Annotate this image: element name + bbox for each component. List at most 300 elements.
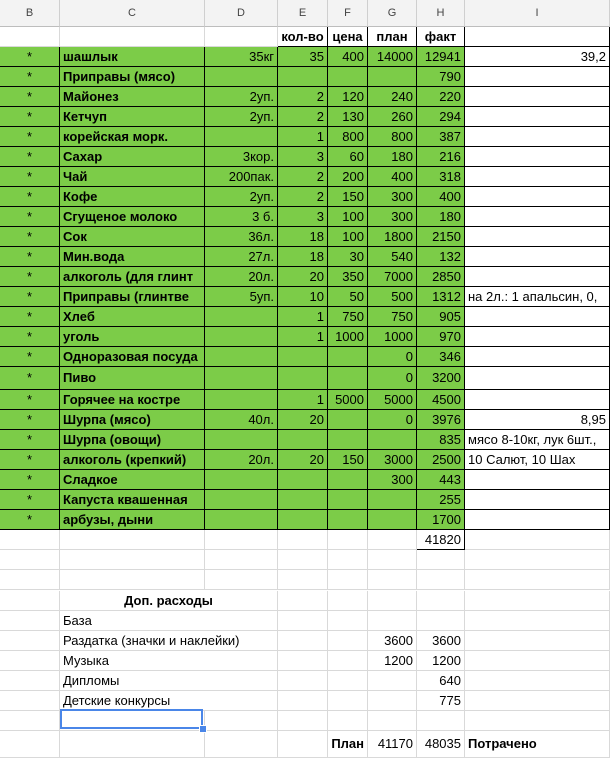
cell[interactable]: [60, 27, 205, 47]
column-header-row: [0, 0, 610, 27]
item-unit[interactable]: [205, 490, 278, 510]
cell[interactable]: [368, 550, 417, 570]
cell[interactable]: [368, 711, 417, 731]
row-marker[interactable]: *: [0, 167, 60, 187]
cell[interactable]: [205, 550, 278, 570]
item-price[interactable]: 50: [328, 287, 368, 307]
item-name[interactable]: Майонез: [60, 87, 205, 107]
item-note[interactable]: 8,95: [465, 410, 610, 430]
cell[interactable]: [0, 591, 60, 611]
item-price[interactable]: 800: [328, 127, 368, 147]
item-unit[interactable]: [205, 67, 278, 87]
row-marker[interactable]: *: [0, 247, 60, 267]
item-price[interactable]: [328, 367, 368, 390]
fact-total[interactable]: 48035: [417, 731, 465, 758]
item-plan[interactable]: 300: [368, 470, 417, 490]
item-fact[interactable]: 1312: [417, 287, 465, 307]
cell[interactable]: [328, 711, 368, 731]
cell[interactable]: [278, 691, 328, 711]
item-fact[interactable]: 2500: [417, 450, 465, 470]
item-note[interactable]: [465, 490, 610, 510]
item-unit[interactable]: [205, 470, 278, 490]
item-qty[interactable]: 20: [278, 450, 328, 470]
column-header-f[interactable]: F: [328, 0, 368, 27]
extras-item-fact[interactable]: 640: [417, 671, 465, 691]
item-qty[interactable]: 2: [278, 187, 328, 207]
cell[interactable]: [278, 631, 328, 651]
row-marker[interactable]: *: [0, 510, 60, 530]
cell[interactable]: [0, 27, 60, 47]
item-name[interactable]: алкоголь (для глинт: [60, 267, 205, 287]
item-fact[interactable]: 443: [417, 470, 465, 490]
item-qty[interactable]: 2: [278, 107, 328, 127]
extras-item-name[interactable]: Дипломы: [60, 671, 278, 691]
row-marker[interactable]: *: [0, 287, 60, 307]
item-fact[interactable]: 255: [417, 490, 465, 510]
item-price[interactable]: 5000: [328, 390, 368, 410]
item-qty[interactable]: [278, 367, 328, 390]
item-fact[interactable]: 346: [417, 347, 465, 367]
item-unit[interactable]: 20л.: [205, 267, 278, 287]
header-price[interactable]: цена: [328, 27, 368, 47]
item-price[interactable]: 200: [328, 167, 368, 187]
item-plan[interactable]: 1800: [368, 227, 417, 247]
item-plan[interactable]: 0: [368, 347, 417, 367]
item-note[interactable]: [465, 227, 610, 247]
row-marker[interactable]: *: [0, 490, 60, 510]
cell[interactable]: [417, 711, 465, 731]
row-marker[interactable]: *: [0, 430, 60, 450]
item-name[interactable]: Капуста квашенная: [60, 490, 205, 510]
item-fact[interactable]: 180: [417, 207, 465, 227]
item-name[interactable]: Горячее на костре: [60, 390, 205, 410]
item-plan[interactable]: 0: [368, 367, 417, 390]
item-note[interactable]: на 2л.: 1 апальсин, 0,: [465, 287, 610, 307]
row-marker[interactable]: *: [0, 390, 60, 410]
cell[interactable]: [368, 530, 417, 550]
item-name[interactable]: Хлеб: [60, 307, 205, 327]
item-name[interactable]: Сладкое: [60, 470, 205, 490]
column-header-i[interactable]: I: [465, 0, 610, 27]
item-fact[interactable]: 318: [417, 167, 465, 187]
column-header-d[interactable]: D: [205, 0, 278, 27]
item-unit[interactable]: 40л.: [205, 410, 278, 430]
item-fact[interactable]: 905: [417, 307, 465, 327]
item-unit[interactable]: 35кг: [205, 47, 278, 67]
cell[interactable]: [368, 591, 417, 611]
cell[interactable]: [328, 631, 368, 651]
item-note[interactable]: [465, 470, 610, 490]
cell[interactable]: [205, 570, 278, 590]
header-fact[interactable]: факт: [417, 27, 465, 47]
item-name[interactable]: арбузы, дыни: [60, 510, 205, 530]
extras-item-name[interactable]: Музыка: [60, 651, 278, 671]
item-price[interactable]: 60: [328, 147, 368, 167]
cell[interactable]: [465, 530, 610, 550]
extras-item-fact[interactable]: 3600: [417, 631, 465, 651]
extras-item-name[interactable]: Раздатка (значки и наклейки): [60, 631, 278, 651]
cell[interactable]: [205, 530, 278, 550]
item-price[interactable]: 150: [328, 450, 368, 470]
item-note[interactable]: [465, 167, 610, 187]
item-qty[interactable]: [278, 430, 328, 450]
item-unit[interactable]: [205, 327, 278, 347]
item-price[interactable]: 100: [328, 227, 368, 247]
item-note[interactable]: [465, 207, 610, 227]
item-unit[interactable]: [205, 430, 278, 450]
item-plan[interactable]: 300: [368, 207, 417, 227]
cell[interactable]: [328, 550, 368, 570]
item-plan[interactable]: 800: [368, 127, 417, 147]
cell[interactable]: [278, 711, 328, 731]
item-fact[interactable]: 216: [417, 147, 465, 167]
item-unit[interactable]: 5уп.: [205, 287, 278, 307]
table-row: [0, 510, 610, 530]
item-qty[interactable]: 2: [278, 87, 328, 107]
item-name[interactable]: уголь: [60, 327, 205, 347]
cell[interactable]: [278, 731, 328, 758]
cell[interactable]: [465, 570, 610, 590]
item-qty[interactable]: 3: [278, 207, 328, 227]
cell[interactable]: [278, 651, 328, 671]
item-name[interactable]: Приправы (глинтве: [60, 287, 205, 307]
cell[interactable]: [0, 731, 60, 758]
item-plan[interactable]: 500: [368, 287, 417, 307]
item-name[interactable]: Шурпа (мясо): [60, 410, 205, 430]
cell[interactable]: [205, 711, 278, 731]
row-marker[interactable]: *: [0, 470, 60, 490]
row-marker[interactable]: *: [0, 87, 60, 107]
column-header-c[interactable]: C: [60, 0, 205, 27]
cell[interactable]: [60, 550, 205, 570]
item-name[interactable]: Кофе: [60, 187, 205, 207]
item-plan[interactable]: [368, 510, 417, 530]
item-note[interactable]: [465, 390, 610, 410]
column-header-e[interactable]: E: [278, 0, 328, 27]
cell[interactable]: [328, 611, 368, 631]
item-note[interactable]: [465, 247, 610, 267]
item-qty[interactable]: 10: [278, 287, 328, 307]
item-name[interactable]: Пиво: [60, 367, 205, 390]
cell[interactable]: [60, 731, 205, 758]
item-plan[interactable]: 400: [368, 167, 417, 187]
column-header-b[interactable]: B: [0, 0, 60, 27]
plan-label[interactable]: План: [328, 731, 368, 758]
item-fact[interactable]: 220: [417, 87, 465, 107]
item-unit[interactable]: [205, 127, 278, 147]
item-qty[interactable]: 35: [278, 47, 328, 67]
table-row: [0, 327, 610, 347]
extras-row: [0, 651, 610, 671]
header-plan[interactable]: план: [368, 27, 417, 47]
item-name[interactable]: корейская морк.: [60, 127, 205, 147]
item-qty[interactable]: 1: [278, 390, 328, 410]
item-unit[interactable]: 2уп.: [205, 107, 278, 127]
cell[interactable]: [278, 591, 328, 611]
row-marker[interactable]: *: [0, 207, 60, 227]
row-marker[interactable]: *: [0, 67, 60, 87]
item-price[interactable]: 350: [328, 267, 368, 287]
item-plan[interactable]: 300: [368, 187, 417, 207]
item-name[interactable]: Кетчуп: [60, 107, 205, 127]
cell[interactable]: [0, 530, 60, 550]
cell[interactable]: [368, 570, 417, 590]
item-qty[interactable]: 20: [278, 267, 328, 287]
row-marker[interactable]: *: [0, 127, 60, 147]
cell[interactable]: [465, 27, 610, 47]
item-note[interactable]: [465, 510, 610, 530]
item-price[interactable]: [328, 490, 368, 510]
total-row: [0, 530, 610, 550]
extras-item-plan[interactable]: [368, 611, 417, 631]
item-price[interactable]: 400: [328, 47, 368, 67]
row-marker[interactable]: *: [0, 347, 60, 367]
cell[interactable]: [0, 691, 60, 711]
table-row: [0, 207, 610, 227]
cell[interactable]: [205, 731, 278, 758]
item-price[interactable]: 130: [328, 107, 368, 127]
item-unit[interactable]: 200пак.: [205, 167, 278, 187]
item-plan[interactable]: 540: [368, 247, 417, 267]
extras-item-name[interactable]: База: [60, 611, 278, 631]
item-unit[interactable]: [205, 390, 278, 410]
item-unit[interactable]: 20л.: [205, 450, 278, 470]
item-name[interactable]: Сахар: [60, 147, 205, 167]
item-qty[interactable]: 18: [278, 227, 328, 247]
cell[interactable]: [465, 671, 610, 691]
item-price[interactable]: 100: [328, 207, 368, 227]
cell[interactable]: [465, 711, 610, 731]
row-marker[interactable]: *: [0, 450, 60, 470]
item-price[interactable]: 1000: [328, 327, 368, 347]
item-qty[interactable]: [278, 67, 328, 87]
item-qty[interactable]: 20: [278, 410, 328, 430]
item-qty[interactable]: 1: [278, 307, 328, 327]
item-name[interactable]: Одноразовая посуда: [60, 347, 205, 367]
item-unit[interactable]: [205, 510, 278, 530]
item-fact[interactable]: 12941: [417, 47, 465, 67]
item-note[interactable]: [465, 147, 610, 167]
item-qty[interactable]: [278, 470, 328, 490]
extras-item-name[interactable]: Детские конкурсы: [60, 691, 278, 711]
cell[interactable]: [278, 570, 328, 590]
item-fact[interactable]: 790: [417, 67, 465, 87]
item-unit[interactable]: [205, 367, 278, 390]
item-unit[interactable]: 2уп.: [205, 187, 278, 207]
item-unit[interactable]: 27л.: [205, 247, 278, 267]
extras-row: [0, 611, 610, 631]
extras-item-fact[interactable]: 775: [417, 691, 465, 711]
extras-item-plan[interactable]: [368, 691, 417, 711]
item-price[interactable]: 150: [328, 187, 368, 207]
item-fact[interactable]: 132: [417, 247, 465, 267]
cell[interactable]: [205, 27, 278, 47]
cell[interactable]: [0, 631, 60, 651]
item-qty[interactable]: [278, 347, 328, 367]
item-unit[interactable]: [205, 307, 278, 327]
plan-total[interactable]: 41170: [368, 731, 417, 758]
table-row: [0, 87, 610, 107]
cell[interactable]: [465, 591, 610, 611]
item-qty[interactable]: 3: [278, 147, 328, 167]
row-marker[interactable]: *: [0, 47, 60, 67]
item-fact[interactable]: 294: [417, 107, 465, 127]
cell[interactable]: [328, 591, 368, 611]
row-marker[interactable]: *: [0, 107, 60, 127]
item-plan[interactable]: 5000: [368, 390, 417, 410]
item-fact[interactable]: 387: [417, 127, 465, 147]
item-price[interactable]: [328, 430, 368, 450]
item-qty[interactable]: [278, 490, 328, 510]
item-note[interactable]: 10 Салют, 10 Шах: [465, 450, 610, 470]
cell[interactable]: [465, 550, 610, 570]
cell[interactable]: [0, 671, 60, 691]
extras-item-plan[interactable]: [368, 671, 417, 691]
cell[interactable]: [278, 671, 328, 691]
spent-label[interactable]: Потрачено: [465, 731, 610, 758]
item-note[interactable]: [465, 327, 610, 347]
total-fact[interactable]: 41820: [417, 530, 465, 550]
cell[interactable]: [417, 591, 465, 611]
cell[interactable]: [328, 570, 368, 590]
item-price[interactable]: [328, 347, 368, 367]
item-price[interactable]: [328, 67, 368, 87]
item-note[interactable]: [465, 87, 610, 107]
cell[interactable]: [0, 570, 60, 590]
item-qty[interactable]: 18: [278, 247, 328, 267]
row-marker[interactable]: *: [0, 410, 60, 430]
item-plan[interactable]: 3000: [368, 450, 417, 470]
item-note[interactable]: мясо 8-10кг, лук 6шт.,: [465, 430, 610, 450]
extras-item-plan[interactable]: 1200: [368, 651, 417, 671]
extras-title[interactable]: Доп. расходы: [60, 591, 278, 611]
cell[interactable]: [60, 530, 205, 550]
item-name[interactable]: Сгущеное молоко: [60, 207, 205, 227]
cell[interactable]: [328, 651, 368, 671]
item-note[interactable]: [465, 67, 610, 87]
item-note[interactable]: [465, 267, 610, 287]
column-header-g[interactable]: G: [368, 0, 417, 27]
item-note[interactable]: [465, 367, 610, 390]
item-note[interactable]: 39,2: [465, 47, 610, 67]
cell[interactable]: [278, 530, 328, 550]
row-marker[interactable]: *: [0, 267, 60, 287]
item-plan[interactable]: 0: [368, 410, 417, 430]
item-qty[interactable]: 2: [278, 167, 328, 187]
item-unit[interactable]: 3кор.: [205, 147, 278, 167]
selected-cell[interactable]: [60, 709, 203, 729]
item-name[interactable]: Мин.вода: [60, 247, 205, 267]
cell[interactable]: [328, 671, 368, 691]
header-qty[interactable]: кол-во: [278, 27, 328, 47]
item-qty[interactable]: 1: [278, 127, 328, 147]
item-price[interactable]: 120: [328, 87, 368, 107]
item-name[interactable]: алкоголь (крепкий): [60, 450, 205, 470]
cell[interactable]: [0, 550, 60, 570]
item-fact[interactable]: 1700: [417, 510, 465, 530]
item-plan[interactable]: [368, 67, 417, 87]
extras-item-plan[interactable]: 3600: [368, 631, 417, 651]
item-fact[interactable]: 2150: [417, 227, 465, 247]
item-fact[interactable]: 3200: [417, 367, 465, 390]
item-plan[interactable]: 180: [368, 147, 417, 167]
item-price[interactable]: [328, 470, 368, 490]
item-note[interactable]: [465, 187, 610, 207]
item-plan[interactable]: 750: [368, 307, 417, 327]
row-marker[interactable]: *: [0, 227, 60, 247]
item-fact[interactable]: 835: [417, 430, 465, 450]
item-price[interactable]: [328, 510, 368, 530]
item-fact[interactable]: 3976: [417, 410, 465, 430]
item-fact[interactable]: 400: [417, 187, 465, 207]
cell[interactable]: [417, 550, 465, 570]
item-note[interactable]: [465, 107, 610, 127]
item-name[interactable]: Чай: [60, 167, 205, 187]
item-plan[interactable]: 14000: [368, 47, 417, 67]
item-qty[interactable]: [278, 510, 328, 530]
cell[interactable]: [465, 691, 610, 711]
cell[interactable]: [328, 691, 368, 711]
item-plan[interactable]: 260: [368, 107, 417, 127]
item-price[interactable]: 750: [328, 307, 368, 327]
cell[interactable]: [328, 530, 368, 550]
item-unit[interactable]: 2уп.: [205, 87, 278, 107]
item-plan[interactable]: 1000: [368, 327, 417, 347]
cell[interactable]: [278, 550, 328, 570]
item-qty[interactable]: 1: [278, 327, 328, 347]
row-marker[interactable]: *: [0, 147, 60, 167]
fill-handle[interactable]: [199, 725, 207, 733]
cell[interactable]: [0, 711, 60, 731]
item-name[interactable]: шашлык: [60, 47, 205, 67]
row-marker[interactable]: *: [0, 307, 60, 327]
item-plan[interactable]: [368, 490, 417, 510]
table-row: [0, 107, 610, 127]
item-fact[interactable]: 970: [417, 327, 465, 347]
cell[interactable]: [278, 611, 328, 631]
item-plan[interactable]: 7000: [368, 267, 417, 287]
row-marker[interactable]: *: [0, 187, 60, 207]
cell[interactable]: [0, 611, 60, 631]
cell[interactable]: [0, 651, 60, 671]
item-name[interactable]: Приправы (мясо): [60, 67, 205, 87]
item-unit[interactable]: 3 б.: [205, 207, 278, 227]
item-note[interactable]: [465, 127, 610, 147]
item-price[interactable]: 30: [328, 247, 368, 267]
item-name[interactable]: Сок: [60, 227, 205, 247]
item-plan[interactable]: [368, 430, 417, 450]
cell[interactable]: [465, 651, 610, 671]
row-marker[interactable]: *: [0, 327, 60, 347]
cell[interactable]: [465, 611, 610, 631]
item-note[interactable]: [465, 307, 610, 327]
cell[interactable]: [465, 631, 610, 651]
item-unit[interactable]: [205, 347, 278, 367]
item-unit[interactable]: 36л.: [205, 227, 278, 247]
row-marker[interactable]: *: [0, 367, 60, 390]
item-plan[interactable]: 240: [368, 87, 417, 107]
item-note[interactable]: [465, 347, 610, 367]
column-header-h[interactable]: H: [417, 0, 465, 27]
cell[interactable]: [417, 570, 465, 590]
item-fact[interactable]: 2850: [417, 267, 465, 287]
item-name[interactable]: Шурпа (овощи): [60, 430, 205, 450]
extras-item-fact[interactable]: 1200: [417, 651, 465, 671]
item-price[interactable]: [328, 410, 368, 430]
cell[interactable]: [60, 570, 205, 590]
item-fact[interactable]: 4500: [417, 390, 465, 410]
extras-item-fact[interactable]: [417, 611, 465, 631]
